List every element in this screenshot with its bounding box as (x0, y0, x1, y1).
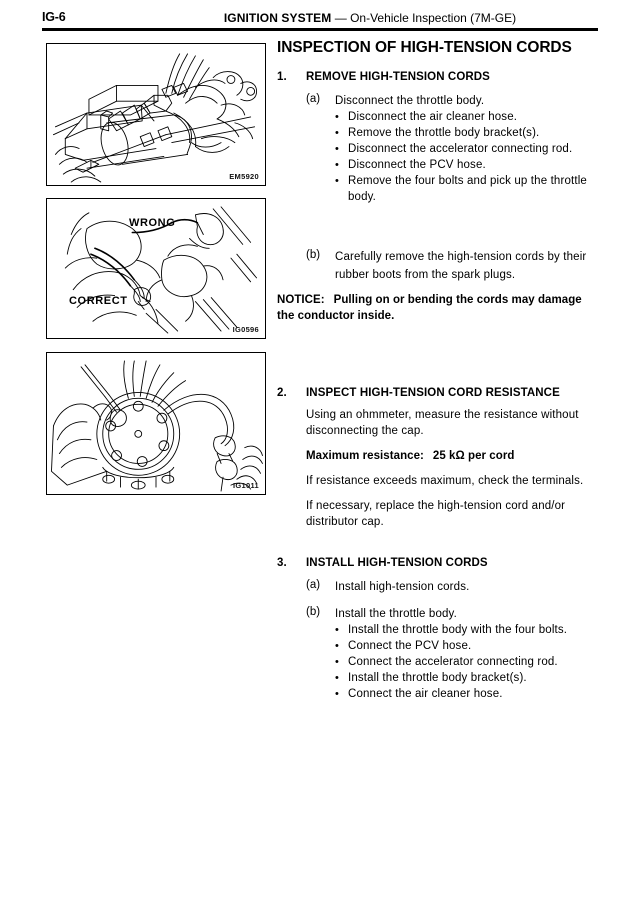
step-3a-label: (a) (306, 579, 321, 591)
list-item: • Connect the air cleaner hose. (335, 686, 602, 702)
step-3b-bullets (335, 622, 602, 702)
spec-label: Maximum resistance: (306, 450, 424, 462)
figure-throttle-body-illustration (47, 44, 265, 185)
figure-cord-resistance-illustration (47, 353, 265, 494)
spacer (277, 464, 602, 473)
figure-code: EM5920 (229, 172, 259, 181)
text-column (277, 38, 602, 702)
list-item: • Install the throttle body bracket(s). (335, 670, 602, 686)
figure-throttle-body (46, 43, 266, 186)
section-2-title: INSPECT HIGH-TENSION CORD RESISTANCE (306, 387, 560, 399)
spacer (277, 530, 602, 556)
running-head (142, 11, 598, 25)
running-head-system: IGNITION SYSTEM (223, 11, 332, 25)
figure-label-correct: CORRECT (69, 295, 128, 307)
section-1-title: REMOVE HIGH-TENSION CORDS (306, 71, 490, 83)
header-divider (42, 28, 598, 31)
section-inspect-cord-resistance (277, 386, 602, 530)
section-2-heading (277, 386, 602, 401)
notice-text: Pulling on or bending the cords may damage the conductor inside. (277, 294, 582, 322)
page-title: INSPECTION OF HIGH-TENSION CORDS (277, 39, 572, 56)
figure-code: IG0596 (232, 325, 259, 334)
list-item: • Disconnect the PCV hose. (335, 157, 602, 173)
spacer (277, 283, 602, 292)
figure-cord-removal (46, 198, 266, 339)
step-3b-text: Install the throttle body. (335, 608, 457, 620)
section-1-number: 1. (277, 71, 287, 83)
step-3b (306, 604, 602, 622)
step-1a-text: Disconnect the throttle body. (335, 95, 485, 107)
section-2-number: 2. (277, 387, 287, 399)
section-install-high-tension-cords (277, 556, 602, 702)
spacer (277, 439, 602, 448)
section-2-note-1: If resistance exceeds maximum, check the terminals. (306, 475, 584, 487)
section-3-title: INSTALL HIGH-TENSION CORDS (306, 557, 488, 569)
list-item: • Connect the accelerator connecting rod. (335, 654, 602, 670)
figure-code: IG1011 (233, 481, 259, 490)
running-head-dash: — (334, 11, 347, 25)
section-3-heading (277, 556, 602, 571)
spacer (277, 366, 602, 386)
section-2-intro: Using an ohmmeter, measure the resistance without disconnecting the cap. (306, 409, 579, 437)
notice-label: NOTICE: (277, 294, 325, 306)
section-1-heading (277, 70, 602, 85)
notice-block (277, 292, 602, 324)
step-3a (306, 577, 602, 595)
step-1a-bullets (335, 109, 602, 205)
running-head-subject: On-Vehicle Inspection (7M-GE) (350, 11, 517, 25)
spacer (277, 489, 602, 498)
page-number: IG-6 (42, 10, 66, 24)
list-item: • Disconnect the accelerator connecting rod. (335, 141, 602, 157)
step-1b-text: Carefully remove the high-tension cords by their rubber boots from the spark plugs. (335, 251, 587, 281)
list-item: • Disconnect the air cleaner hose. (335, 109, 602, 125)
spacer (277, 324, 602, 366)
spacer (277, 595, 602, 604)
spacer (277, 205, 602, 247)
maximum-resistance-spec (306, 448, 602, 464)
list-item: • Connect the PCV hose. (335, 638, 602, 654)
section-2-note-2: If necessary, replace the high-tension cord and/or distributor cap. (306, 500, 566, 528)
figure-label-wrong: WRONG (129, 217, 176, 229)
step-1a (306, 91, 602, 109)
step-1b (306, 247, 602, 283)
step-3b-label: (b) (306, 606, 321, 618)
figure-cord-resistance-test (46, 352, 266, 495)
section-3-number: 3. (277, 557, 287, 569)
list-item: • Remove the four bolts and pick up the throttle body. (335, 173, 602, 205)
step-1b-label: (b) (306, 249, 321, 261)
list-item: • Remove the throttle body bracket(s). (335, 125, 602, 141)
step-3a-text: Install high-tension cords. (335, 581, 470, 593)
spec-value: 25 kΩ per cord (432, 450, 515, 462)
section-remove-high-tension-cords (277, 70, 602, 324)
list-item: • Install the throttle body with the four bolts. (335, 622, 602, 638)
step-1a-label: (a) (306, 93, 321, 105)
